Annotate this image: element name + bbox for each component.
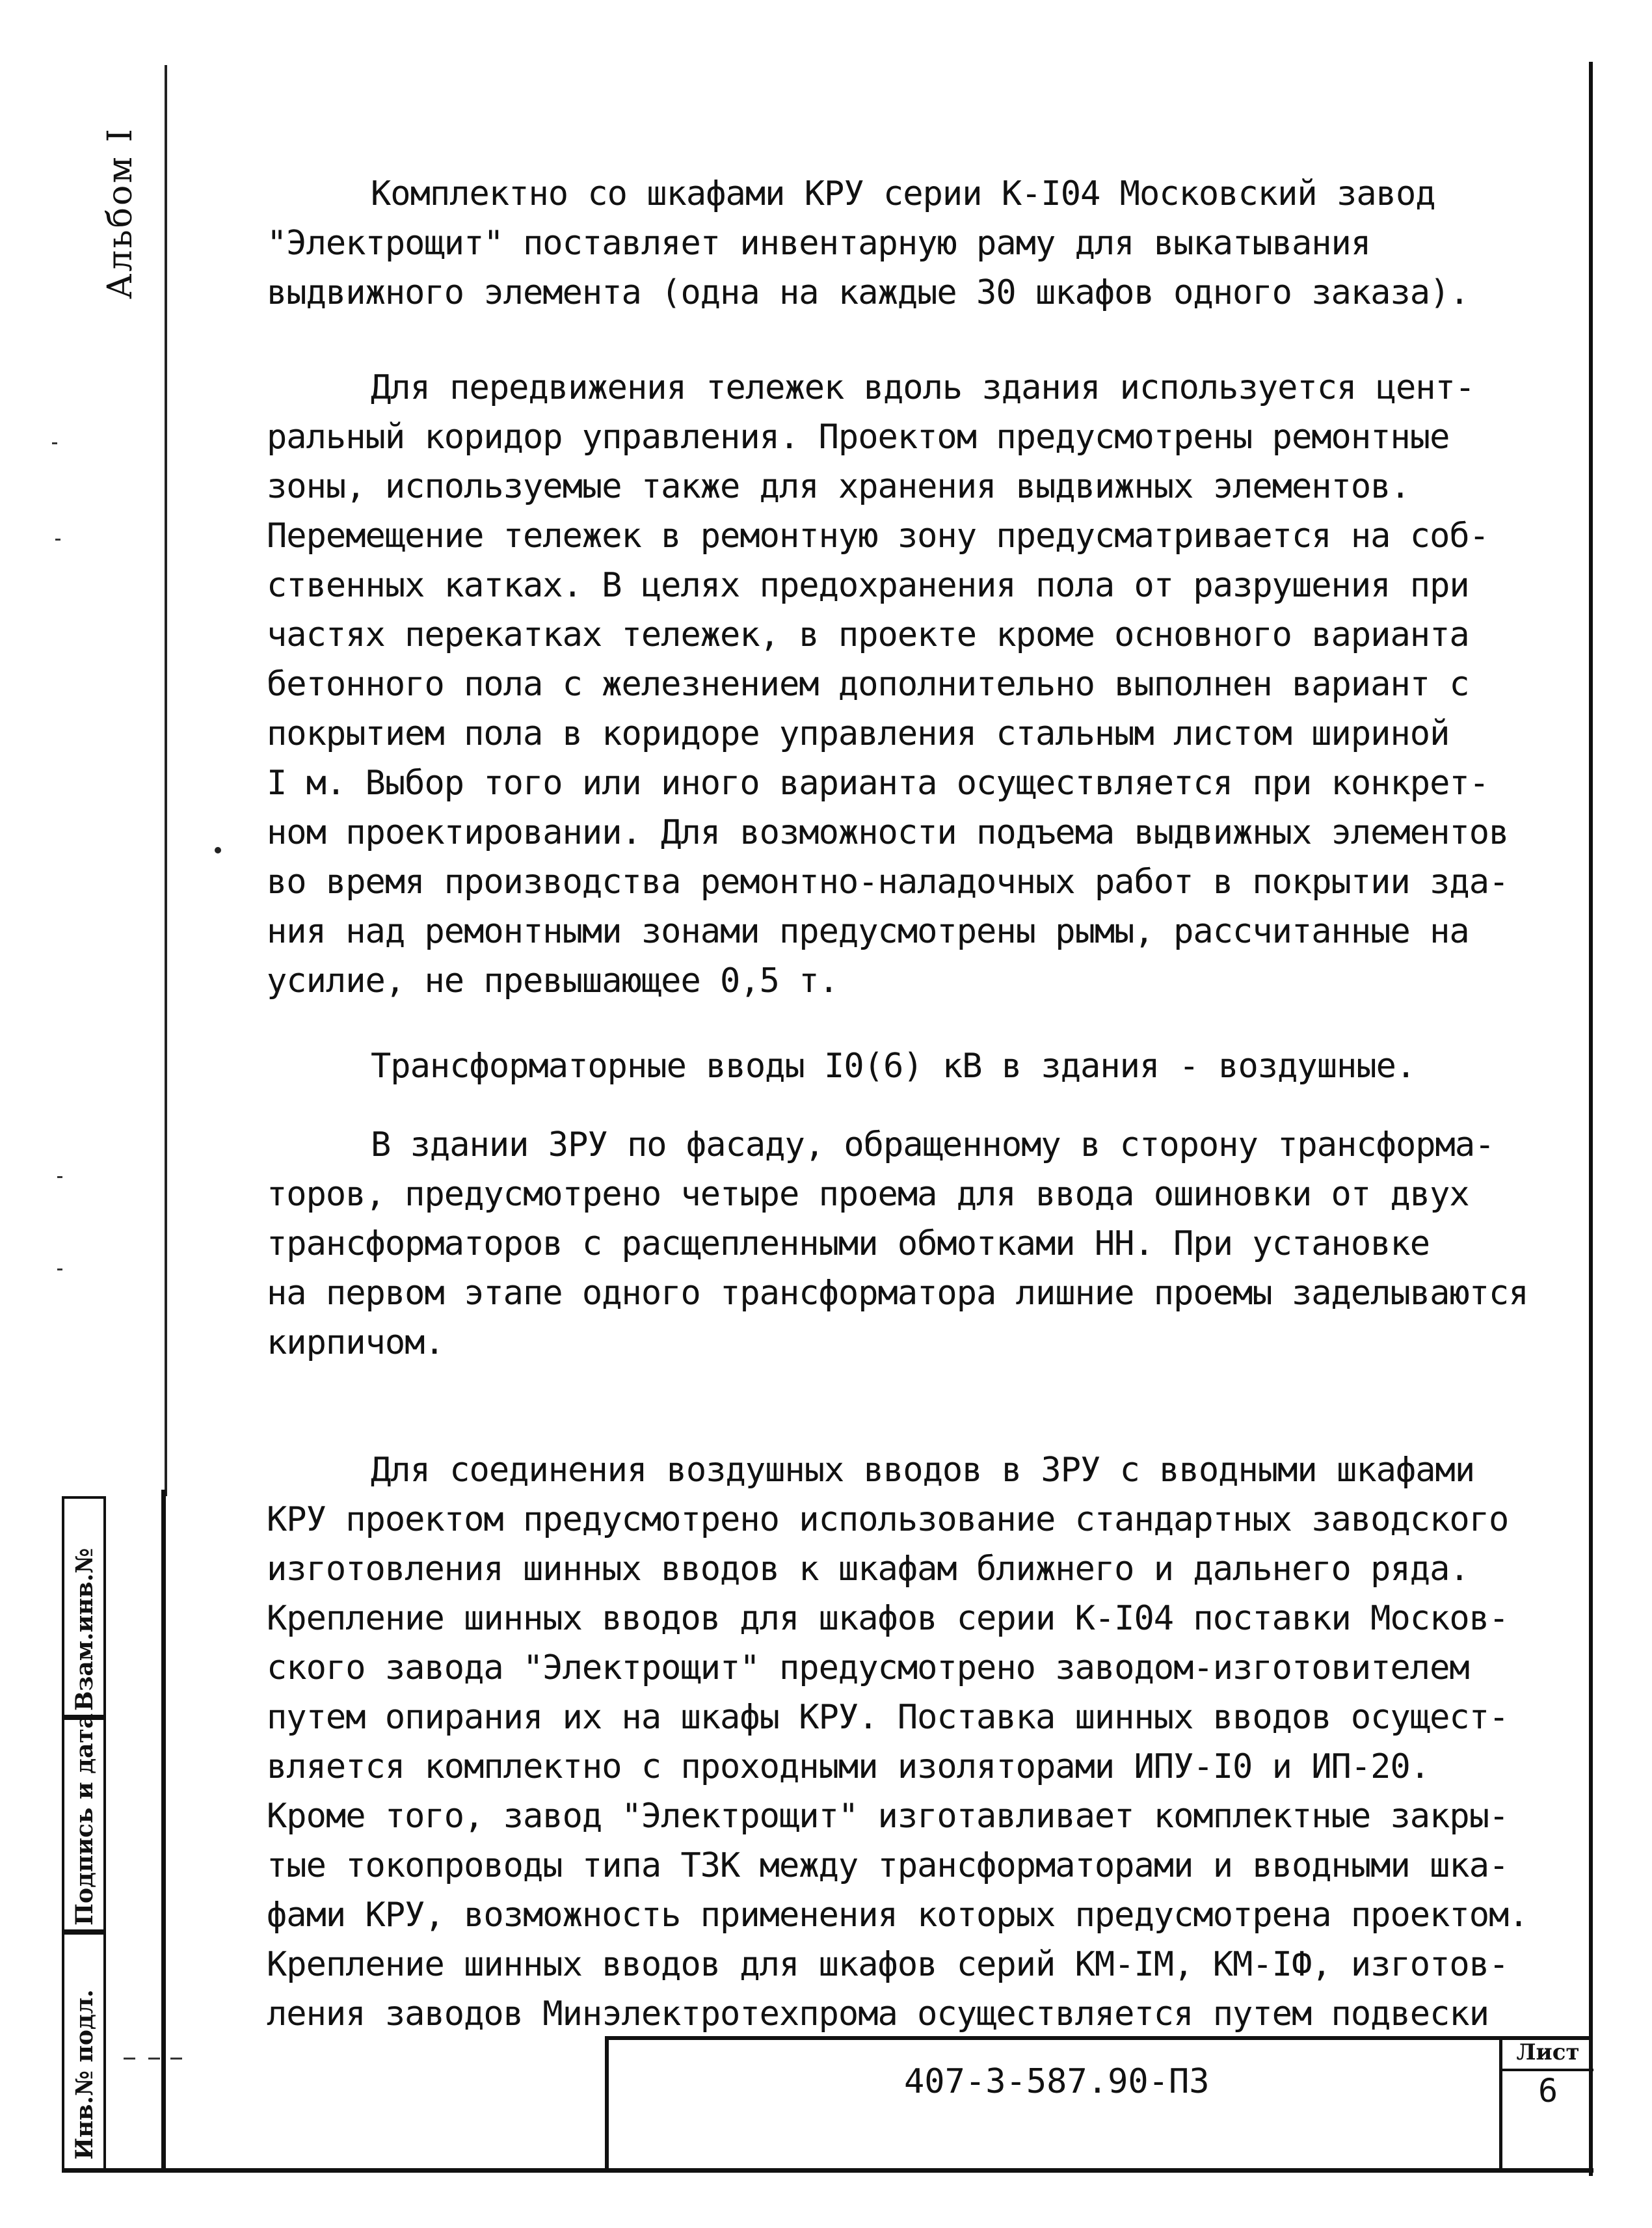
- stamp-label-original-inv: Инв.№ подл.: [71, 1989, 98, 2160]
- album-label: Альбом I: [101, 127, 140, 299]
- dash-mark: [124, 2058, 135, 2060]
- paragraph: [267, 1120, 1567, 1367]
- dash-mark: [148, 2058, 160, 2060]
- stamp-label-signature-date: Подпись и дата: [71, 1713, 98, 1926]
- side-stamp: [62, 1496, 166, 2173]
- paragraph-line: Крепление шинных вводов для шкафов серии К-I04 поставки Москов-: [267, 1599, 1509, 1638]
- paragraph-line: Трансформаторные вводы I0(6) кВ в здания - воздушные.: [371, 1047, 1416, 1086]
- paragraph-line: изготовления шинных вводов к шкафам ближнего и дальнего ряда.: [267, 1550, 1469, 1589]
- paragraph-line: Кроме того, завод "Электрощит" изготавливает комплектные закры-: [267, 1797, 1509, 1836]
- paragraph: [267, 363, 1567, 1006]
- dash-mark: [170, 2058, 182, 2060]
- paragraph-line: кирпичом.: [267, 1323, 444, 1362]
- paragraph-line: КРУ проектом предусмотрено использование стандартных заводского: [267, 1500, 1509, 1539]
- paragraph-line: ственных катках. В целях предохранения пола от разрушения при: [267, 566, 1469, 605]
- margin-mark: [55, 539, 60, 541]
- margin-dot: [215, 847, 221, 853]
- paragraph-line: ном проектировании. Для возможности подъема выдвижных элементов: [267, 813, 1509, 852]
- paragraph-line: покрытием пола в коридоре управления стальным листом шириной: [267, 714, 1450, 753]
- paragraph-line: "Электрощит" поставляет инвентарную раму для выкатывания: [267, 224, 1371, 263]
- paragraph-line: на первом этапе одного трансформатора лишние проемы заделываются: [267, 1274, 1528, 1313]
- stamp-label-replacement-inv: Взам.инв.№: [71, 1548, 98, 1711]
- frame-left-border: [165, 65, 167, 1496]
- paragraph-line: ральный коридор управления. Проектом предусмотрены ремонтные: [267, 418, 1450, 457]
- paragraph-line: Перемещение тележек в ремонтную зону предусматривается на соб-: [267, 517, 1489, 556]
- paragraph-line: Комплектно со шкафами КРУ серии К-I04 Московский завод: [371, 174, 1435, 213]
- paragraph: [267, 169, 1567, 317]
- paragraph-line: Для передвижения тележек вдоль здания используется цент-: [371, 368, 1475, 407]
- frame-right-border: [1589, 62, 1593, 2176]
- paragraph-line: во время производства ремонтно-наладочных работ в покрытии зда-: [267, 863, 1509, 902]
- sheet-number: 6: [1538, 2072, 1558, 2110]
- paragraph-line: Крепление шинных вводов для шкафов серий КМ-IМ, КМ-IФ, изготов-: [267, 1945, 1509, 1984]
- paragraph-line: путем опирания их на шкафы КРУ. Поставка шинных вводов осущест-: [267, 1698, 1509, 1737]
- paragraph-line: ского завода "Электрощит" предусмотрено заводом-изготовителем: [267, 1648, 1469, 1687]
- paragraph: [267, 1041, 1567, 1091]
- margin-mark: [57, 1268, 62, 1270]
- paragraph-line: вляется комплектно с проходными изоляторами ИПУ-I0 и ИП-20.: [267, 1747, 1430, 1786]
- document-body: [267, 169, 1567, 2039]
- document-code: 407-3-587.90-ПЗ: [904, 2062, 1210, 2101]
- paragraph-line: выдвижного элемента (одна на каждые 30 шкафов одного заказа).: [267, 273, 1469, 312]
- sheet-label: Лист: [1502, 2036, 1593, 2071]
- paragraph-line: ления заводов Минэлектротехпрома осуществляется путем подвески: [267, 1994, 1489, 2033]
- paragraph-line: В здании ЗРУ по фасаду, обращенному в сторону трансформа-: [371, 1125, 1495, 1164]
- title-block: [605, 2036, 1591, 2171]
- paragraph-line: частях перекатках тележек, в проекте кроме основного варианта: [267, 615, 1469, 654]
- paragraph-line: торов, предусмотрено четыре проема для ввода ошиновки от двух: [267, 1175, 1469, 1214]
- paragraph-line: фами КРУ, возможность применения которых предусмотрена проектом.: [267, 1896, 1528, 1935]
- paragraph-line: бетонного пола с железнением дополнительно выполнен вариант с: [267, 665, 1469, 704]
- paragraph-line: I м. Выбор того или иного варианта осуществляется при конкрет-: [267, 764, 1489, 803]
- paragraph-line: усилие, не превышающее 0,5 т.: [267, 961, 838, 1000]
- paragraph-line: ния над ремонтными зонами предусмотрены рымы, рассчитанные на: [267, 912, 1469, 951]
- paragraph-line: тые токопроводы типа ТЗК между трансформаторами и вводными шка-: [267, 1846, 1509, 1885]
- stamp-divider: [103, 1496, 106, 2173]
- paragraph-line: зоны, используемые также для хранения выдвижных элементов.: [267, 467, 1410, 506]
- paragraph-line: Для соединения воздушных вводов в ЗРУ с вводными шкафами: [371, 1451, 1475, 1490]
- paragraph: [267, 1445, 1567, 2039]
- sheet-cell: [1499, 2036, 1593, 2171]
- paragraph-line: трансформаторов с расщепленными обмотками НН. При установке: [267, 1224, 1430, 1263]
- margin-mark: [57, 1176, 62, 1178]
- margin-mark: [52, 442, 57, 444]
